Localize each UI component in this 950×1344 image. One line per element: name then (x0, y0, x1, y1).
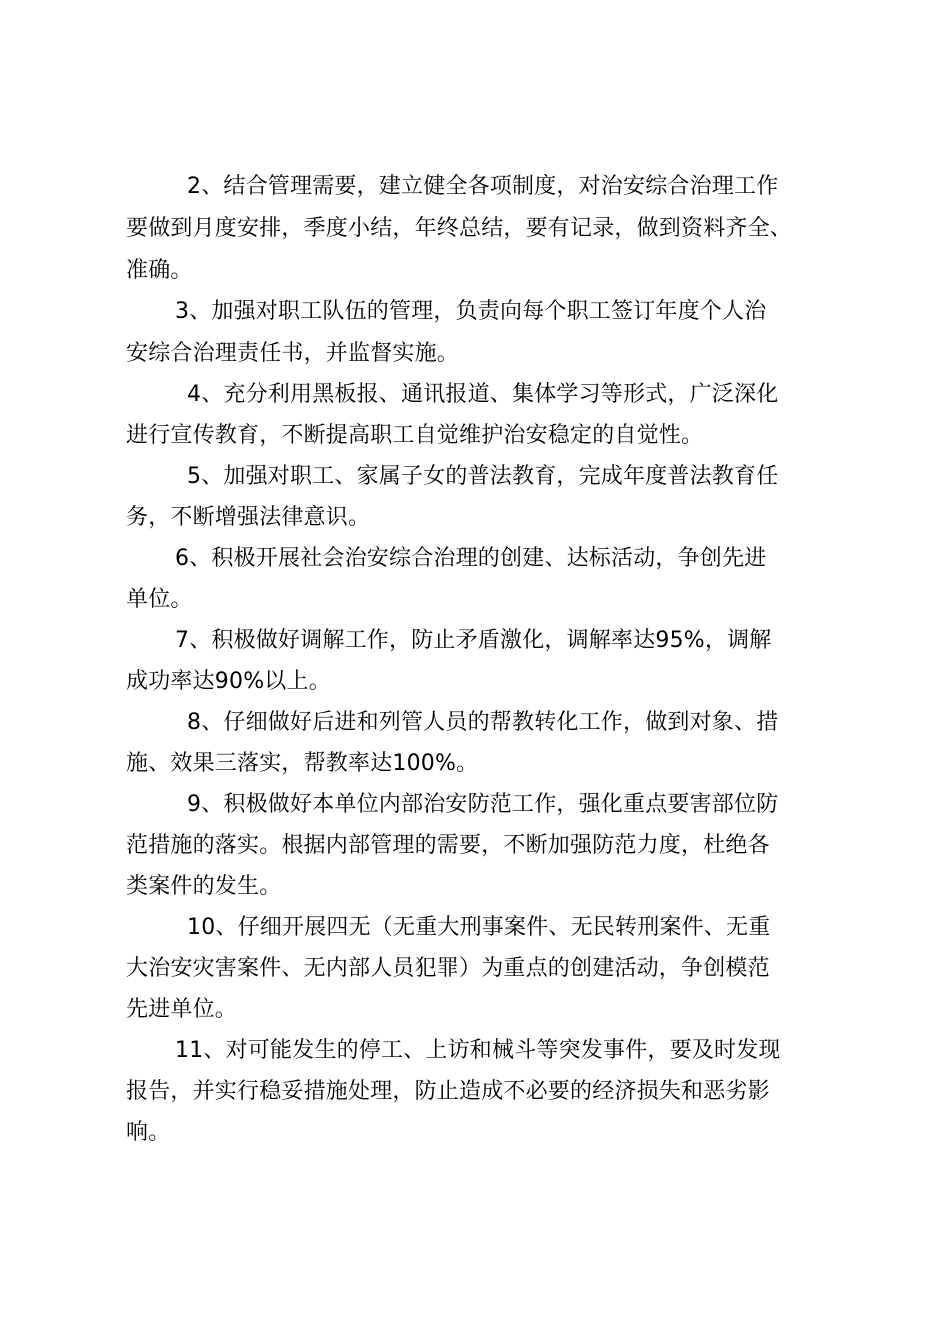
text-line: 报告，并实行稳妥措施处理，防止造成不必要的经济损失和恶劣影 (126, 1079, 770, 1104)
text-line: 11、对可能发生的停工、上访和械斗等突发事件，要及时发现 (175, 1038, 781, 1063)
text-line: 要做到月度安排，季度小结，年终总结，要有记录，做到资料齐全、 (126, 216, 793, 241)
text-line: 9、积极做好本单位内部治安防范工作，强化重点要害部位防 (187, 792, 779, 817)
text-line: 大治安灾害案件、无内部人员犯罪）为重点的创建活动，争创模范 (126, 956, 770, 981)
text-line: 类案件的发生。 (126, 874, 282, 899)
text-line: 进行宣传教育，不断提高职工自觉维护治安稳定的自觉性。 (126, 423, 704, 448)
text-line: 施、效果三落实，帮教率达100%。 (126, 751, 479, 776)
text-line: 3、加强对职工队伍的管理，负责向每个职工签订年度个人治 (175, 299, 767, 324)
text-line: 7、积极做好调解工作，防止矛盾激化，调解率达95%，调解 (175, 628, 772, 653)
text-line: 务，不断增强法律意识。 (126, 505, 371, 530)
text-line: 2、结合管理需要，建立健全各项制度，对治安综合治理工作 (187, 174, 779, 199)
text-line: 8、仔细做好后进和列管人员的帮教转化工作，做到对象、措 (187, 710, 779, 735)
text-line: 范措施的落实。根据内部管理的需要，不断加强防范力度，杜绝各 (126, 833, 770, 858)
text-line: 成功率达90%以上。 (126, 669, 331, 694)
text-line: 4、充分利用黑板报、通讯报道、集体学习等形式，广泛深化 (187, 382, 779, 407)
text-line: 响。 (126, 1120, 171, 1145)
text-line: 准确。 (126, 258, 193, 283)
text-line: 6、积极开展社会治安综合治理的创建、达标活动，争创先进 (175, 546, 767, 571)
text-line: 先进单位。 (126, 997, 238, 1022)
text-line: 5、加强对职工、家属子女的普法教育，完成年度普法教育任 (187, 464, 779, 489)
text-line: 10、仔细开展四无（无重大刑事案件、无民转刑案件、无重 (187, 915, 771, 940)
text-line: 单位。 (126, 587, 193, 612)
text-line: 安综合治理责任书，并监督实施。 (126, 341, 460, 366)
